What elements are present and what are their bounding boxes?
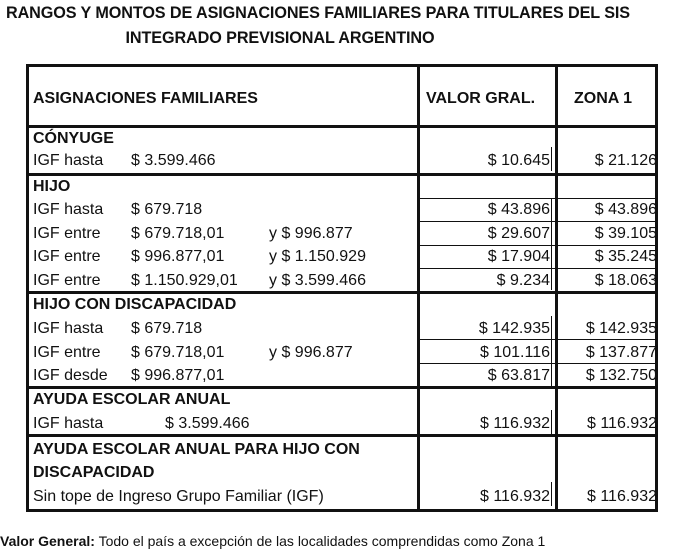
cell-separator <box>551 482 552 506</box>
row-line <box>420 339 658 340</box>
section-heading-ayuda-escolar-discapacidad-line2: DISCAPACIDAD <box>33 464 155 481</box>
section-heading-hijo-discapacidad: HIJO CON DISCAPACIDAD <box>33 296 237 313</box>
zona-1-value: $ 142.935 <box>585 320 657 337</box>
section-heading-ayuda-escolar: AYUDA ESCOLAR ANUAL <box>33 391 231 408</box>
footer-note <box>0 533 545 549</box>
row-label: IGF entre <box>33 225 101 242</box>
zona-1-value: $ 116.932 <box>587 488 657 505</box>
row-label: IGF hasta <box>33 152 104 169</box>
document-title <box>0 4 698 54</box>
section-divider-hijo <box>29 173 655 176</box>
title-line-2: INTEGRADO PREVISIONAL ARGENTINO <box>125 29 435 47</box>
valor-gral-value: $ 43.896 <box>487 201 550 218</box>
zona-1-value: $ 39.105 <box>594 225 657 242</box>
valor-gral-value: $ 116.932 <box>480 415 550 432</box>
valor-gral-value: $ 101.116 <box>480 344 550 361</box>
cell-separator <box>551 147 552 171</box>
valor-gral-value: $ 9.234 <box>496 272 550 289</box>
row-label: IGF entre <box>33 344 101 361</box>
cell-separator <box>551 198 552 290</box>
row-range-from: $ 3.599.466 <box>165 415 250 432</box>
row-line <box>420 268 658 269</box>
row-range-to: y $ 1.150.929 <box>269 248 366 265</box>
row-range-to: y $ 3.599.466 <box>269 272 366 289</box>
section-divider-discapacidad <box>29 291 655 294</box>
valor-gral-value: $ 142.935 <box>478 320 550 337</box>
zona-1-value: $ 132.750 <box>585 367 657 384</box>
section-heading-conyuge: CÓNYUGE <box>33 130 114 147</box>
section-heading-ayuda-escolar-discapacidad: AYUDA ESCOLAR ANUAL PARA HIJO CON <box>33 441 360 458</box>
zona-1-value: $ 137.877 <box>585 344 657 361</box>
cell-separator <box>551 316 552 386</box>
valor-gral-value: $ 29.607 <box>487 225 550 242</box>
zona-1-value: $ 18.063 <box>594 272 657 289</box>
row-range-from: $ 679.718 <box>131 320 203 337</box>
row-range-to: y $ 996.877 <box>269 225 353 242</box>
cell-separator <box>551 410 552 434</box>
valor-gral-value: $ 10.645 <box>487 152 550 169</box>
valor-gral-value: $ 17.904 <box>487 248 550 265</box>
row-label: IGF hasta <box>33 415 104 432</box>
header-zona-1: ZONA 1 <box>574 90 633 107</box>
zona-1-value: $ 116.932 <box>587 415 657 432</box>
row-line <box>420 221 658 222</box>
row-range-from: $ 996.877,01 <box>131 248 225 265</box>
section-heading-hijo: HIJO <box>33 178 71 195</box>
row-line <box>420 245 658 246</box>
valor-gral-value: $ 116.932 <box>480 488 550 505</box>
header-divider <box>29 125 655 128</box>
row-range-from: $ 3.599.466 <box>131 152 216 169</box>
row-label: IGF desde <box>33 367 108 384</box>
row-range-from: $ 679.718,01 <box>131 225 225 242</box>
section-divider-ayuda <box>29 386 655 389</box>
footer-text: Todo el país a excepción de las localidades comprendidas como Zona 1 <box>98 533 546 549</box>
row-range-from: $ 679.718,01 <box>131 344 225 361</box>
row-label: IGF entre <box>33 248 101 265</box>
zona-1-value: $ 35.245 <box>594 248 657 265</box>
row-label: Sin tope de Ingreso Grupo Familiar (IGF) <box>33 488 324 505</box>
title-line-1: RANGOS Y MONTOS DE ASIGNACIONES FAMILIARES PARA TITULARES DEL SIS <box>6 4 630 22</box>
allowance-table <box>26 64 658 512</box>
row-label: IGF entre <box>33 272 101 289</box>
row-range-to: y $ 996.877 <box>269 344 353 361</box>
section-divider-ayuda-disc <box>29 434 655 437</box>
row-label: IGF hasta <box>33 201 104 218</box>
header-valor-gral: VALOR GRAL. <box>426 90 536 107</box>
header-asignaciones: ASIGNACIONES FAMILIARES <box>33 90 258 107</box>
row-range-from: $ 679.718 <box>131 201 203 218</box>
zona-1-value: $ 43.896 <box>594 201 657 218</box>
row-line <box>420 363 658 364</box>
row-range-from: $ 1.150.929,01 <box>131 272 238 289</box>
zona-1-value: $ 21.126 <box>594 152 657 169</box>
row-label: IGF hasta <box>33 320 104 337</box>
row-line <box>420 198 658 199</box>
row-range-from: $ 996.877,01 <box>131 367 225 384</box>
valor-gral-value: $ 63.817 <box>487 367 550 384</box>
footer-label: Valor General: <box>0 533 95 549</box>
